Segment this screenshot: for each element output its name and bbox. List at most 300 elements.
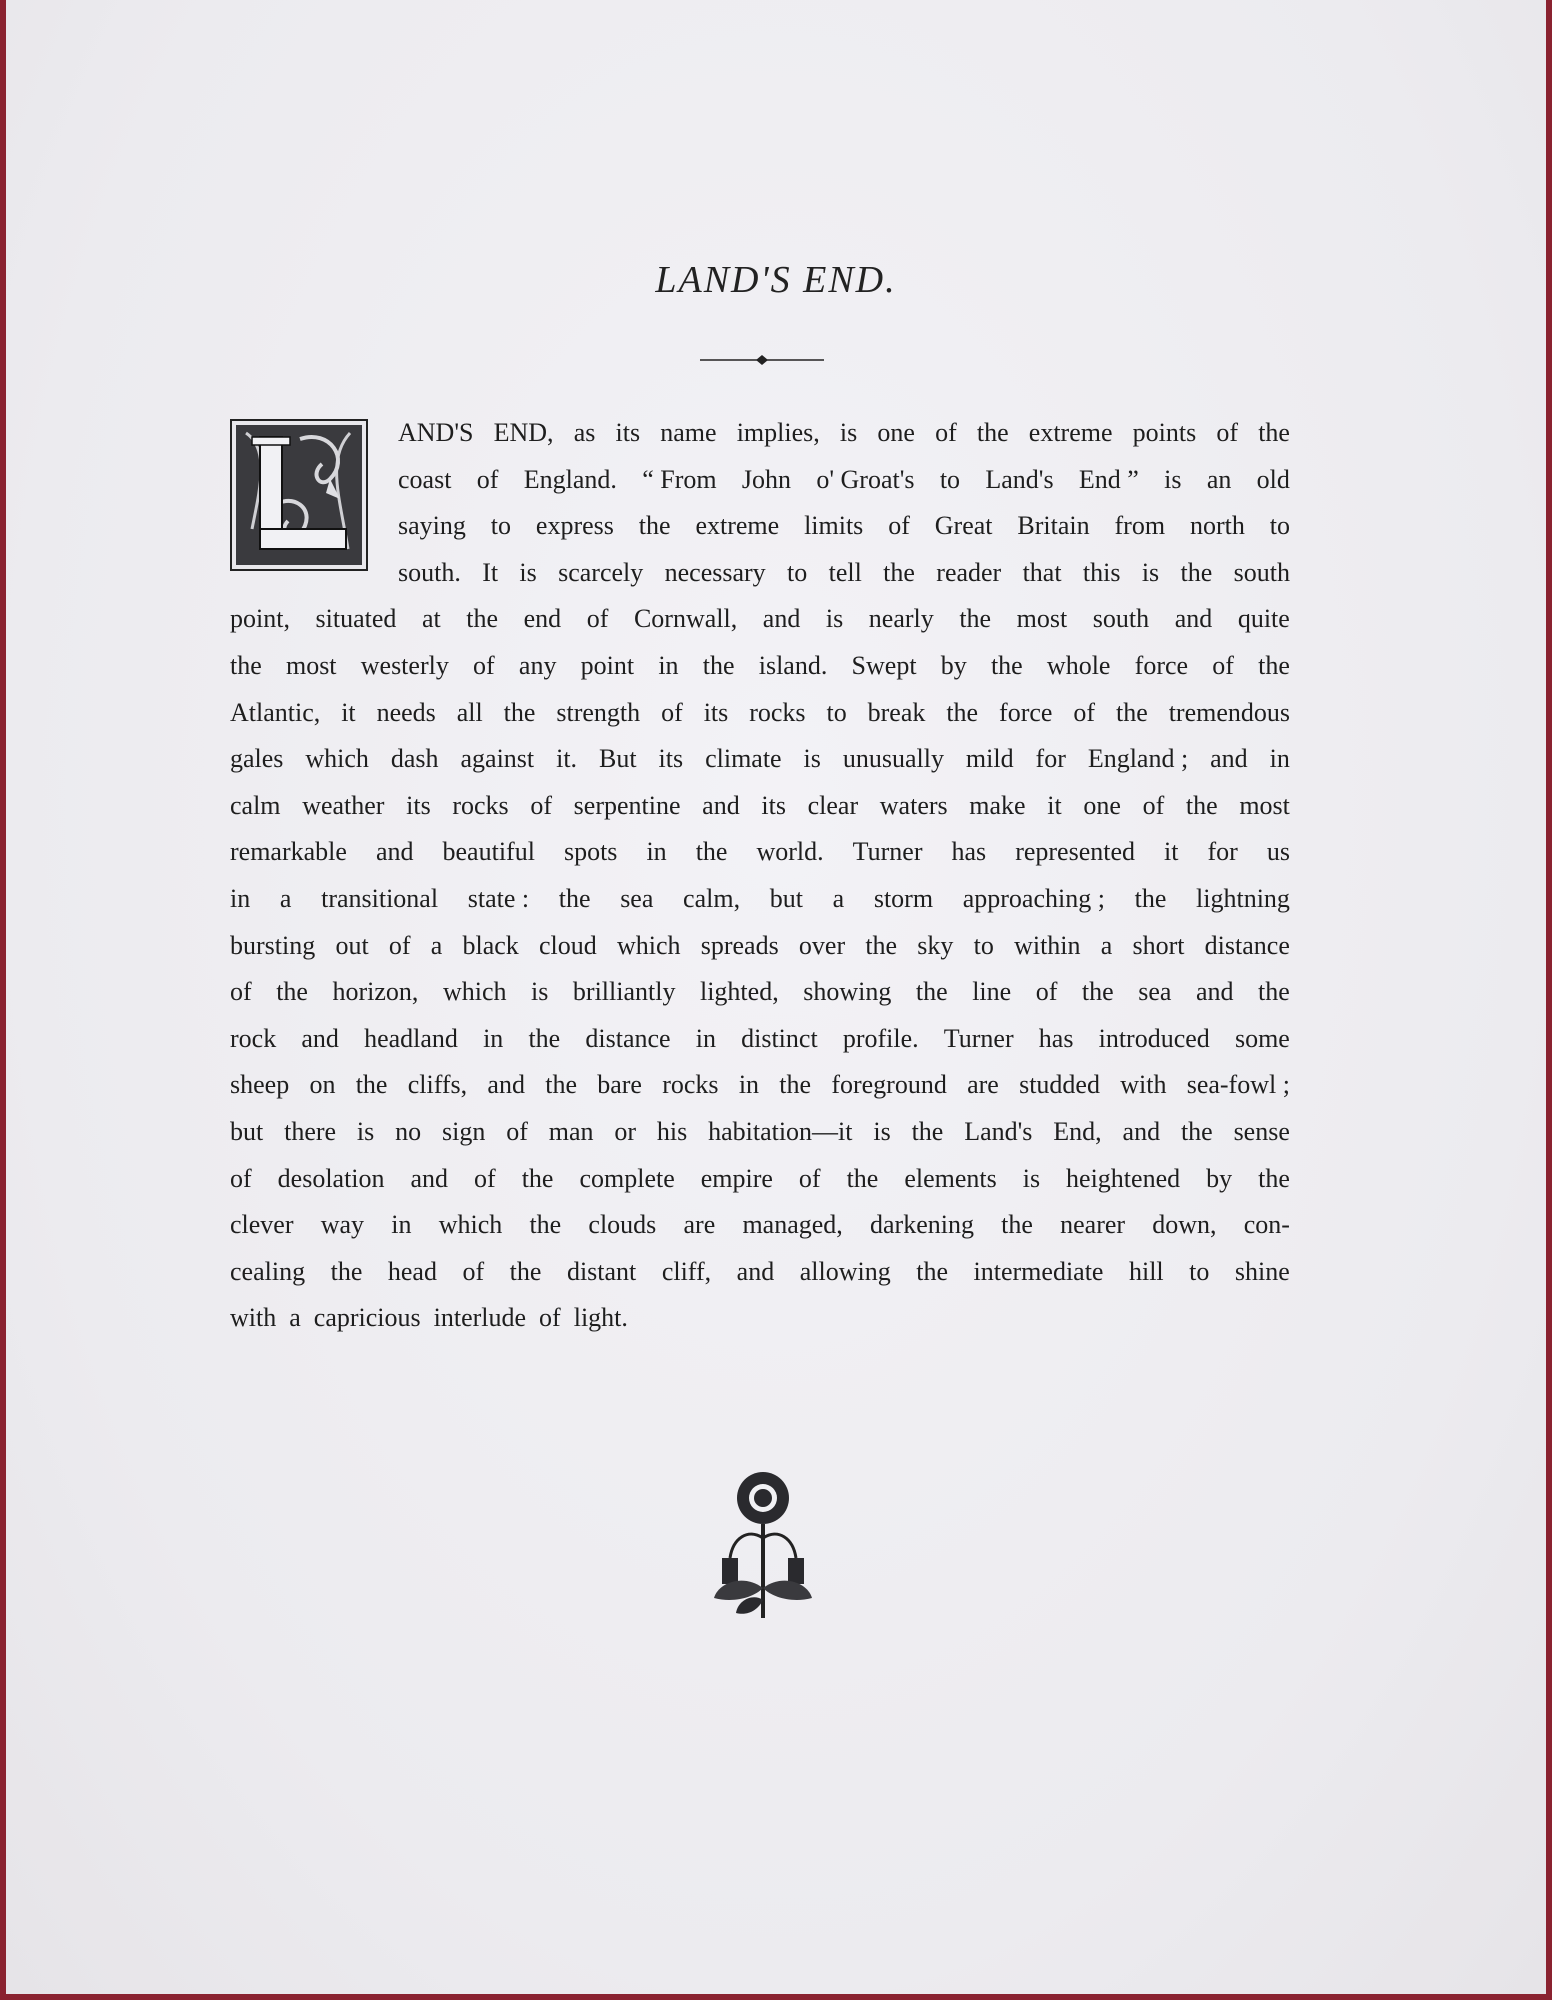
word: most xyxy=(1016,604,1068,634)
word: a xyxy=(430,930,443,960)
word: the xyxy=(915,977,948,1007)
word: Britain xyxy=(1017,511,1090,541)
word: beautiful xyxy=(442,837,535,867)
word: one xyxy=(877,418,915,447)
word: are xyxy=(683,1210,716,1240)
word: and xyxy=(410,1163,449,1193)
word: of xyxy=(230,977,252,1007)
word: interlude xyxy=(433,1303,527,1333)
word: by xyxy=(1206,1163,1233,1193)
word: to xyxy=(490,511,512,541)
word: the xyxy=(846,1163,879,1193)
word: o' Groat's xyxy=(816,464,915,494)
word: to xyxy=(787,557,808,587)
word: profile. xyxy=(842,1023,919,1053)
word: points xyxy=(1132,418,1197,447)
word: the xyxy=(1180,557,1213,587)
word: capricious xyxy=(313,1303,421,1333)
word: and xyxy=(1210,744,1248,774)
word: remarkable xyxy=(230,837,347,867)
word: and xyxy=(1195,977,1234,1007)
word: complete xyxy=(579,1163,675,1193)
word: needs xyxy=(376,697,436,727)
word: sense xyxy=(1233,1116,1290,1146)
word: and xyxy=(1174,604,1213,634)
word: shine xyxy=(1234,1256,1290,1286)
word: distant xyxy=(566,1256,637,1286)
word: or xyxy=(614,1116,637,1146)
word: us xyxy=(1266,837,1290,867)
word: of xyxy=(476,464,499,494)
word: its xyxy=(761,790,786,820)
word: which xyxy=(442,977,507,1007)
word: horizon, xyxy=(332,977,419,1007)
word: its xyxy=(658,744,684,774)
text-line xyxy=(230,1156,1290,1203)
text-line xyxy=(230,410,1290,457)
word: is xyxy=(531,977,549,1007)
word: south. xyxy=(398,557,461,587)
word: Turner xyxy=(943,1023,1014,1053)
text-line xyxy=(230,783,1290,830)
word: for xyxy=(1207,837,1238,867)
word: distance xyxy=(585,1023,671,1053)
word: the xyxy=(1001,1210,1033,1240)
word: the xyxy=(466,604,499,634)
word: situated xyxy=(315,604,397,634)
word: the xyxy=(1134,883,1167,913)
word: express xyxy=(535,511,614,541)
word: the xyxy=(1115,697,1148,727)
word: the xyxy=(503,697,536,727)
word: the xyxy=(990,650,1023,680)
word: and xyxy=(762,604,801,634)
word: against xyxy=(460,744,535,774)
word: of xyxy=(586,604,609,634)
word: to xyxy=(973,930,994,960)
word: its xyxy=(703,697,729,727)
word: clever xyxy=(230,1210,294,1240)
word: headland xyxy=(364,1023,458,1053)
word: the xyxy=(883,557,915,587)
word: of xyxy=(388,930,411,960)
word: the xyxy=(702,650,735,680)
word: England ; xyxy=(1087,744,1189,774)
word: no xyxy=(395,1116,422,1146)
word: it xyxy=(341,697,356,727)
word: in xyxy=(695,1023,716,1053)
word: some xyxy=(1234,1023,1290,1053)
word: rocks xyxy=(452,790,509,820)
word: of xyxy=(1035,977,1058,1007)
word: the xyxy=(1258,650,1290,680)
word: rocks xyxy=(662,1070,719,1100)
word: but xyxy=(769,883,803,913)
flower-tailpiece-icon xyxy=(708,1468,818,1628)
word: sea xyxy=(620,883,654,913)
word: Land's xyxy=(985,464,1054,494)
word: elements xyxy=(904,1163,997,1193)
word: It xyxy=(482,557,499,587)
text-line xyxy=(230,876,1290,923)
word: his xyxy=(656,1116,688,1146)
word: the xyxy=(545,1070,577,1100)
word: that xyxy=(1022,557,1062,587)
word: is xyxy=(356,1116,375,1146)
word: necessary xyxy=(664,557,766,587)
word: most xyxy=(285,650,337,680)
word: the xyxy=(1185,790,1218,820)
word: of xyxy=(506,1116,528,1146)
word: of xyxy=(530,790,553,820)
word: cliffs, xyxy=(407,1070,468,1100)
word: the xyxy=(638,511,671,541)
word: world. xyxy=(756,837,824,867)
word: the xyxy=(330,1256,363,1286)
word: it. xyxy=(556,744,578,774)
word: darkening xyxy=(870,1210,974,1240)
word: in xyxy=(646,837,667,867)
text-line xyxy=(230,550,1290,597)
word: man xyxy=(548,1116,594,1146)
word: and xyxy=(301,1023,339,1053)
word: gales xyxy=(230,744,284,774)
word: the xyxy=(355,1070,388,1100)
word: rocks xyxy=(749,697,806,727)
word: and xyxy=(1122,1116,1161,1146)
word: island. xyxy=(758,650,828,680)
word: line xyxy=(972,977,1012,1007)
word: over xyxy=(798,930,846,960)
word: of xyxy=(1216,418,1239,447)
word: short xyxy=(1132,930,1185,960)
text-line xyxy=(230,643,1290,690)
word: in xyxy=(230,883,251,913)
text-line xyxy=(230,1062,1290,1109)
text-line xyxy=(230,1295,1290,1342)
word: of xyxy=(798,1163,821,1193)
word: showing xyxy=(803,977,892,1007)
word: within xyxy=(1014,930,1081,960)
word: waters xyxy=(879,790,948,820)
word: head xyxy=(387,1256,437,1286)
word: End ” xyxy=(1078,464,1139,494)
word: the xyxy=(230,650,262,680)
word: north xyxy=(1189,511,1245,541)
word: cloud xyxy=(539,930,597,960)
word: of xyxy=(474,1163,496,1193)
word: of xyxy=(888,511,910,541)
word: which xyxy=(616,930,681,960)
text-line xyxy=(230,503,1290,550)
word: the xyxy=(779,1070,812,1100)
word: limits xyxy=(804,511,864,541)
word: of xyxy=(935,418,957,447)
word: the xyxy=(916,1256,949,1286)
word: is xyxy=(825,604,844,634)
word: desolation xyxy=(277,1163,385,1193)
word: with xyxy=(1120,1070,1167,1100)
word: lighted, xyxy=(699,977,779,1007)
word: cliff, xyxy=(661,1256,712,1286)
word: is xyxy=(1022,1163,1041,1193)
word: England. xyxy=(523,464,617,494)
word: brilliantly xyxy=(572,977,676,1007)
word: serpentine xyxy=(573,790,681,820)
word: south xyxy=(1233,557,1290,587)
word: transitional xyxy=(321,883,439,913)
word: the xyxy=(529,1210,562,1240)
word: sea-fowl ; xyxy=(1186,1070,1290,1100)
word: it xyxy=(1047,790,1062,820)
word: the xyxy=(865,930,898,960)
word: distinct xyxy=(741,1023,818,1053)
word: black xyxy=(462,930,519,960)
word: Cornwall, xyxy=(633,604,738,634)
text-line xyxy=(230,1249,1290,1296)
word: and xyxy=(736,1256,775,1286)
word: the xyxy=(276,977,308,1007)
word: the xyxy=(521,1163,554,1193)
word: tremendous xyxy=(1168,697,1290,727)
word: hill xyxy=(1128,1256,1164,1286)
word: force xyxy=(1134,650,1189,680)
word: of xyxy=(1073,697,1096,727)
word: represented xyxy=(1015,837,1136,867)
word: allowing xyxy=(799,1256,891,1286)
word: on xyxy=(309,1070,336,1100)
word: a xyxy=(289,1303,301,1333)
word: and xyxy=(702,790,740,820)
word: there xyxy=(284,1116,337,1146)
word: AND'S xyxy=(398,418,474,447)
word: it xyxy=(1164,837,1179,867)
word: Great xyxy=(934,511,993,541)
word: its xyxy=(406,790,431,820)
word: state : xyxy=(467,883,530,913)
word: in xyxy=(658,650,679,680)
word: strength xyxy=(556,697,641,727)
word: has xyxy=(1038,1023,1074,1053)
word: dash xyxy=(390,744,439,774)
word: introduced xyxy=(1098,1023,1210,1053)
word: quite xyxy=(1237,604,1290,634)
word: Turner xyxy=(852,837,923,867)
word: to xyxy=(1269,511,1290,541)
word: which xyxy=(438,1210,503,1240)
word: from xyxy=(1114,511,1166,541)
text-line xyxy=(230,1202,1290,1249)
word: and xyxy=(375,837,414,867)
word: make xyxy=(969,790,1026,820)
word: is xyxy=(1164,464,1182,494)
word: Swept xyxy=(851,650,917,680)
word: one xyxy=(1083,790,1121,820)
word: empire xyxy=(700,1163,773,1193)
word: a xyxy=(279,883,292,913)
word: an xyxy=(1206,464,1232,494)
word: which xyxy=(305,744,369,774)
word: point, xyxy=(230,604,290,634)
word: has xyxy=(951,837,987,867)
word: is xyxy=(1141,557,1160,587)
word: light. xyxy=(573,1303,628,1333)
word: the xyxy=(509,1256,542,1286)
word: intermediate xyxy=(973,1256,1104,1286)
word: all xyxy=(456,697,483,727)
word: is xyxy=(873,1116,891,1146)
word: But xyxy=(599,744,637,774)
word: “ From xyxy=(642,464,717,494)
word: reader xyxy=(936,557,1002,587)
word: spots xyxy=(563,837,618,867)
word: clear xyxy=(807,790,859,820)
word: extreme xyxy=(695,511,780,541)
word: south xyxy=(1092,604,1150,634)
word: implies, xyxy=(736,418,820,447)
word: calm, xyxy=(683,883,741,913)
word: clouds xyxy=(588,1210,657,1240)
word: the xyxy=(1258,1163,1290,1193)
word: storm xyxy=(873,883,934,913)
word: distance xyxy=(1204,930,1290,960)
word: of xyxy=(539,1303,561,1333)
word: out xyxy=(335,930,369,960)
word: end xyxy=(523,604,562,634)
title-rule-ornament-icon xyxy=(700,352,824,368)
word: to xyxy=(826,697,847,727)
text-line xyxy=(230,829,1290,876)
word: old xyxy=(1256,464,1290,494)
word: of xyxy=(1212,650,1234,680)
word: to xyxy=(1189,1256,1210,1286)
word: extreme xyxy=(1028,418,1113,447)
word: is xyxy=(519,557,537,587)
word: westerly xyxy=(360,650,449,680)
word: this xyxy=(1082,557,1121,587)
word: sky xyxy=(917,930,954,960)
word: con- xyxy=(1243,1210,1290,1240)
word: down, xyxy=(1152,1210,1217,1240)
word: the xyxy=(558,883,591,913)
word: sheep xyxy=(230,1070,290,1100)
word: the xyxy=(911,1116,944,1146)
word: the xyxy=(946,697,979,727)
word: the xyxy=(959,604,992,634)
word: its xyxy=(615,418,641,447)
word: heightened xyxy=(1066,1163,1181,1193)
text-line xyxy=(230,969,1290,1016)
word: most xyxy=(1239,790,1290,820)
word: Atlantic, xyxy=(230,697,321,727)
word: way xyxy=(320,1210,365,1240)
word: a xyxy=(1100,930,1113,960)
word: of xyxy=(230,1163,252,1193)
word: by xyxy=(940,650,967,680)
text-line xyxy=(230,923,1290,970)
word: in xyxy=(1269,744,1290,774)
word: sign xyxy=(441,1116,486,1146)
word: are xyxy=(967,1070,999,1100)
word: the xyxy=(1180,1116,1213,1146)
word: point xyxy=(580,650,635,680)
word: to xyxy=(939,464,961,494)
word: for xyxy=(1035,744,1066,774)
word: bursting xyxy=(230,930,316,960)
word: climate xyxy=(705,744,782,774)
word: nearly xyxy=(868,604,934,634)
word: as xyxy=(573,418,596,447)
word: saying xyxy=(398,511,466,541)
word: the xyxy=(1081,977,1114,1007)
word: bare xyxy=(597,1070,642,1100)
word: any xyxy=(518,650,557,680)
word: in xyxy=(738,1070,760,1100)
text-line xyxy=(230,1109,1290,1156)
word: in xyxy=(483,1023,504,1053)
word: coast xyxy=(398,464,452,494)
word: John xyxy=(741,464,792,494)
word: End, xyxy=(1053,1116,1102,1146)
word: tell xyxy=(828,557,862,587)
word: in xyxy=(391,1210,412,1240)
word: managed, xyxy=(742,1210,843,1240)
word: END, xyxy=(493,418,554,447)
text-line xyxy=(230,596,1290,643)
word: scarcely xyxy=(558,557,644,587)
word: unusually xyxy=(842,744,944,774)
body-paragraph xyxy=(230,410,1290,1342)
word: Land's xyxy=(964,1116,1033,1146)
text-line xyxy=(230,457,1290,504)
word: name xyxy=(660,418,717,447)
word: foreground xyxy=(831,1070,947,1100)
word: cealing xyxy=(230,1256,306,1286)
word: lightning xyxy=(1196,883,1290,913)
word: at xyxy=(421,604,441,634)
word: the xyxy=(1258,977,1290,1007)
word: spreads xyxy=(700,930,779,960)
word: a xyxy=(832,883,845,913)
word: of xyxy=(661,697,683,727)
word: with xyxy=(230,1303,277,1333)
word: weather xyxy=(302,790,385,820)
word: rock xyxy=(230,1023,277,1053)
word: nearer xyxy=(1060,1210,1126,1240)
word: the xyxy=(528,1023,561,1053)
word: calm xyxy=(230,790,281,820)
word: mild xyxy=(965,744,1014,774)
word: and xyxy=(487,1070,525,1100)
word: is xyxy=(839,418,858,447)
text-line xyxy=(230,1016,1290,1063)
word: approaching ; xyxy=(962,883,1105,913)
word: studded xyxy=(1019,1070,1100,1100)
word: the xyxy=(695,837,728,867)
word: the xyxy=(1258,418,1290,447)
word: is xyxy=(803,744,821,774)
word: of xyxy=(462,1256,485,1286)
word: force xyxy=(999,697,1053,727)
word: whole xyxy=(1046,650,1111,680)
word: but xyxy=(230,1116,264,1146)
text-line xyxy=(230,736,1290,783)
word: of xyxy=(473,650,495,680)
word: the xyxy=(976,418,1009,447)
word: sea xyxy=(1138,977,1172,1007)
word: of xyxy=(1142,790,1165,820)
word: habitation—it xyxy=(708,1116,853,1146)
